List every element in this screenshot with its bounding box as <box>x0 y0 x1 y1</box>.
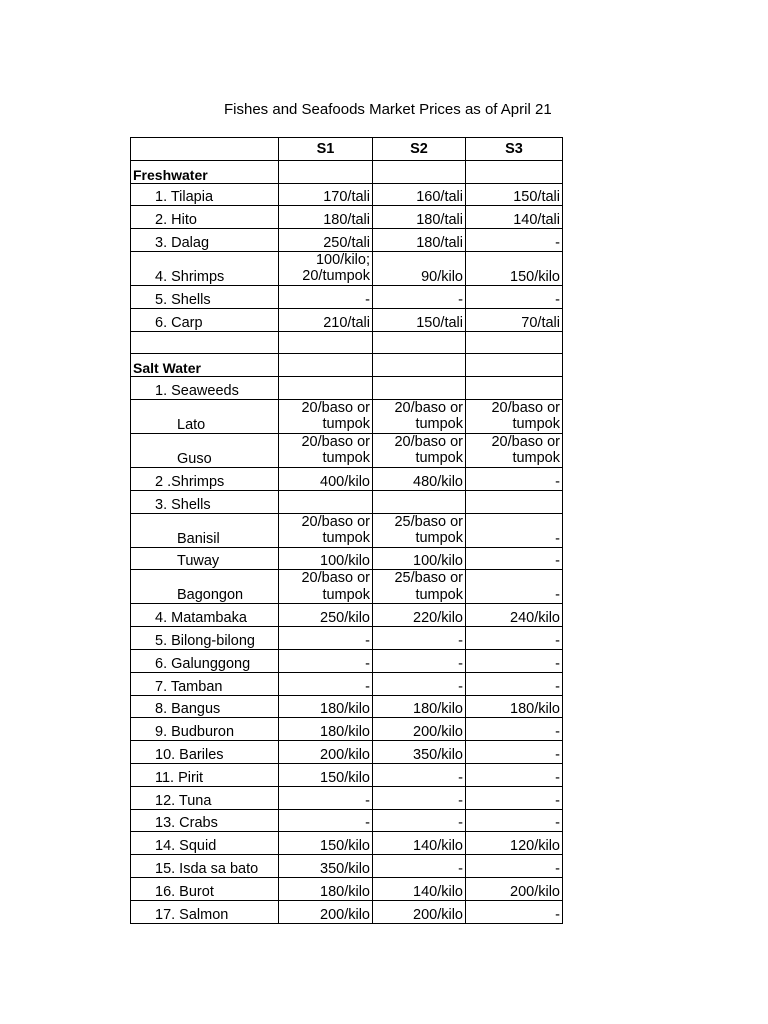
item-name: Banisil <box>131 513 279 547</box>
item-name: 1. Tilapia <box>131 183 279 206</box>
table-row <box>131 229 563 252</box>
price-s3: - <box>466 547 563 570</box>
price-s3: - <box>466 570 563 604</box>
freshwater-section-label: Freshwater <box>131 160 279 183</box>
price-line: 100/kilo; <box>315 251 370 268</box>
price-s2: 480/kilo <box>373 467 466 490</box>
price-s1 <box>279 490 373 513</box>
price-line: 20/baso or <box>301 399 370 416</box>
table-row <box>131 786 563 809</box>
price-s1: 180/kilo <box>279 695 373 718</box>
item-name: 8. Bangus <box>131 695 279 718</box>
price-line: 20/baso or <box>491 433 560 450</box>
price-s2: - <box>373 763 466 786</box>
header-s3: S3 <box>466 138 563 161</box>
item-name: 9. Budburon <box>131 718 279 741</box>
price-s1 <box>279 433 373 467</box>
price-s2: 140/kilo <box>373 877 466 900</box>
price-s2: - <box>373 285 466 308</box>
item-name: 13. Crabs <box>131 809 279 832</box>
price-s3: - <box>466 900 563 923</box>
price-line: tumpok <box>512 416 560 433</box>
price-line: 25/baso or <box>394 570 463 587</box>
table-row <box>131 672 563 695</box>
price-line: 20/baso or <box>394 399 463 416</box>
item-name: 3. Shells <box>131 490 279 513</box>
item-name: 5. Shells <box>131 285 279 308</box>
item-name: 4. Matambaka <box>131 604 279 627</box>
table-row <box>131 377 563 400</box>
item-name: Bagongon <box>131 570 279 604</box>
table-row <box>131 513 563 547</box>
price-s3: 150/tali <box>466 183 563 206</box>
price-line: 20/baso or <box>301 513 370 530</box>
price-line: tumpok <box>512 450 560 467</box>
price-s2 <box>373 570 466 604</box>
item-name: Lato <box>131 399 279 433</box>
item-name: 10. Bariles <box>131 741 279 764</box>
saltwater-section-row <box>131 354 563 377</box>
table-row <box>131 399 563 433</box>
price-line: tumpok <box>322 530 370 547</box>
empty-cell <box>373 331 466 354</box>
item-name: 16. Burot <box>131 877 279 900</box>
price-s2 <box>373 490 466 513</box>
price-line: tumpok <box>415 586 463 603</box>
price-s1: - <box>279 649 373 672</box>
price-s3: 150/kilo <box>466 251 563 285</box>
price-s2 <box>373 433 466 467</box>
price-s1: 400/kilo <box>279 467 373 490</box>
table-row <box>131 718 563 741</box>
table-row <box>131 763 563 786</box>
table-row <box>131 855 563 878</box>
empty-cell <box>373 354 466 377</box>
price-s3 <box>466 433 563 467</box>
item-name: 15. Isda sa bato <box>131 855 279 878</box>
header-row <box>131 138 563 161</box>
price-s2: 180/kilo <box>373 695 466 718</box>
item-name: 5. Bilong-bilong <box>131 627 279 650</box>
price-s2: - <box>373 786 466 809</box>
price-s1 <box>279 377 373 400</box>
empty-cell <box>466 354 563 377</box>
price-line: tumpok <box>322 586 370 603</box>
price-s1: 200/kilo <box>279 741 373 764</box>
price-s2: - <box>373 809 466 832</box>
price-s1: 100/kilo <box>279 547 373 570</box>
price-s2: 100/kilo <box>373 547 466 570</box>
item-name: 7. Tamban <box>131 672 279 695</box>
table-row <box>131 285 563 308</box>
price-s3: 140/tali <box>466 206 563 229</box>
price-table-body <box>131 138 563 924</box>
price-s3 <box>466 399 563 433</box>
price-line: 25/baso or <box>394 513 463 530</box>
item-name: 14. Squid <box>131 832 279 855</box>
table-row <box>131 490 563 513</box>
price-s1: 350/kilo <box>279 855 373 878</box>
price-s2: 350/kilo <box>373 741 466 764</box>
price-s3: - <box>466 649 563 672</box>
price-s3: - <box>466 718 563 741</box>
item-name: 6. Galunggong <box>131 649 279 672</box>
price-s1: - <box>279 809 373 832</box>
price-s2: - <box>373 649 466 672</box>
table-row <box>131 877 563 900</box>
price-s1: 210/tali <box>279 308 373 331</box>
price-s1: - <box>279 627 373 650</box>
price-s2: 180/tali <box>373 206 466 229</box>
price-line: 20/tumpok <box>302 268 370 285</box>
empty-cell <box>466 160 563 183</box>
spacer-row <box>131 331 563 354</box>
table-row <box>131 627 563 650</box>
price-s3: 180/kilo <box>466 695 563 718</box>
price-s1: 150/kilo <box>279 763 373 786</box>
item-name: 2 .Shrimps <box>131 467 279 490</box>
table-row <box>131 832 563 855</box>
saltwater-section-label: Salt Water <box>131 354 279 377</box>
price-s2: - <box>373 627 466 650</box>
price-s2: 160/tali <box>373 183 466 206</box>
empty-cell <box>279 160 373 183</box>
price-s1 <box>279 251 373 285</box>
price-line: tumpok <box>322 416 370 433</box>
table-row <box>131 547 563 570</box>
table-row <box>131 206 563 229</box>
empty-cell <box>279 354 373 377</box>
header-s1: S1 <box>279 138 373 161</box>
price-s3: 120/kilo <box>466 832 563 855</box>
price-s3: - <box>466 467 563 490</box>
price-s1: 170/tali <box>279 183 373 206</box>
page-title: Fishes and Seafoods Market Prices as of April 21 <box>224 101 552 118</box>
price-s3: - <box>466 763 563 786</box>
price-s3: - <box>466 513 563 547</box>
price-line: 20/baso or <box>491 399 560 416</box>
price-s3: - <box>466 627 563 650</box>
table-row <box>131 251 563 285</box>
price-s1: - <box>279 285 373 308</box>
price-s2 <box>373 399 466 433</box>
item-name: 1. Seaweeds <box>131 377 279 400</box>
price-s3 <box>466 490 563 513</box>
table-row <box>131 604 563 627</box>
price-s1: 180/kilo <box>279 877 373 900</box>
table-row <box>131 695 563 718</box>
price-s2 <box>373 377 466 400</box>
price-line: 20/baso or <box>394 433 463 450</box>
price-line: 20/baso or <box>301 570 370 587</box>
table-row <box>131 809 563 832</box>
header-s2: S2 <box>373 138 466 161</box>
empty-cell <box>466 331 563 354</box>
price-s2: 180/tali <box>373 229 466 252</box>
price-s1: 250/kilo <box>279 604 373 627</box>
price-s3: 70/tali <box>466 308 563 331</box>
price-s3: - <box>466 741 563 764</box>
price-s1: - <box>279 672 373 695</box>
item-name: 12. Tuna <box>131 786 279 809</box>
empty-cell <box>131 331 279 354</box>
table-row <box>131 308 563 331</box>
price-s2: 200/kilo <box>373 718 466 741</box>
price-s3: - <box>466 855 563 878</box>
empty-cell <box>373 160 466 183</box>
price-s3: - <box>466 809 563 832</box>
item-name: 11. Pirit <box>131 763 279 786</box>
price-s3: - <box>466 285 563 308</box>
price-s2: 200/kilo <box>373 900 466 923</box>
table-row <box>131 467 563 490</box>
price-s1: 150/kilo <box>279 832 373 855</box>
item-name: 17. Salmon <box>131 900 279 923</box>
price-line: tumpok <box>415 450 463 467</box>
header-blank <box>131 138 279 161</box>
price-line: 20/baso or <box>301 433 370 450</box>
item-name: Guso <box>131 433 279 467</box>
price-s1 <box>279 399 373 433</box>
price-s2: - <box>373 672 466 695</box>
price-s2: - <box>373 855 466 878</box>
price-line: tumpok <box>415 530 463 547</box>
price-s1: 250/tali <box>279 229 373 252</box>
table-row <box>131 900 563 923</box>
price-s3: - <box>466 229 563 252</box>
price-s2: 150/tali <box>373 308 466 331</box>
table-row <box>131 570 563 604</box>
table-row <box>131 183 563 206</box>
price-line: tumpok <box>415 416 463 433</box>
price-table <box>130 137 563 924</box>
price-s3: 200/kilo <box>466 877 563 900</box>
price-s1: - <box>279 786 373 809</box>
item-name: 6. Carp <box>131 308 279 331</box>
price-s2: 90/kilo <box>373 251 466 285</box>
price-line: tumpok <box>322 450 370 467</box>
price-s3: - <box>466 672 563 695</box>
price-s1 <box>279 513 373 547</box>
table-row <box>131 433 563 467</box>
price-s2: 140/kilo <box>373 832 466 855</box>
item-name: Tuway <box>131 547 279 570</box>
freshwater-section-row <box>131 160 563 183</box>
table-row <box>131 741 563 764</box>
price-s2: 220/kilo <box>373 604 466 627</box>
price-s3 <box>466 377 563 400</box>
price-s3: - <box>466 786 563 809</box>
price-s1 <box>279 570 373 604</box>
empty-cell <box>279 331 373 354</box>
table-row <box>131 649 563 672</box>
price-s1: 180/kilo <box>279 718 373 741</box>
price-s2 <box>373 513 466 547</box>
price-s1: 180/tali <box>279 206 373 229</box>
item-name: 4. Shrimps <box>131 251 279 285</box>
item-name: 3. Dalag <box>131 229 279 252</box>
item-name: 2. Hito <box>131 206 279 229</box>
price-s3: 240/kilo <box>466 604 563 627</box>
price-s1: 200/kilo <box>279 900 373 923</box>
